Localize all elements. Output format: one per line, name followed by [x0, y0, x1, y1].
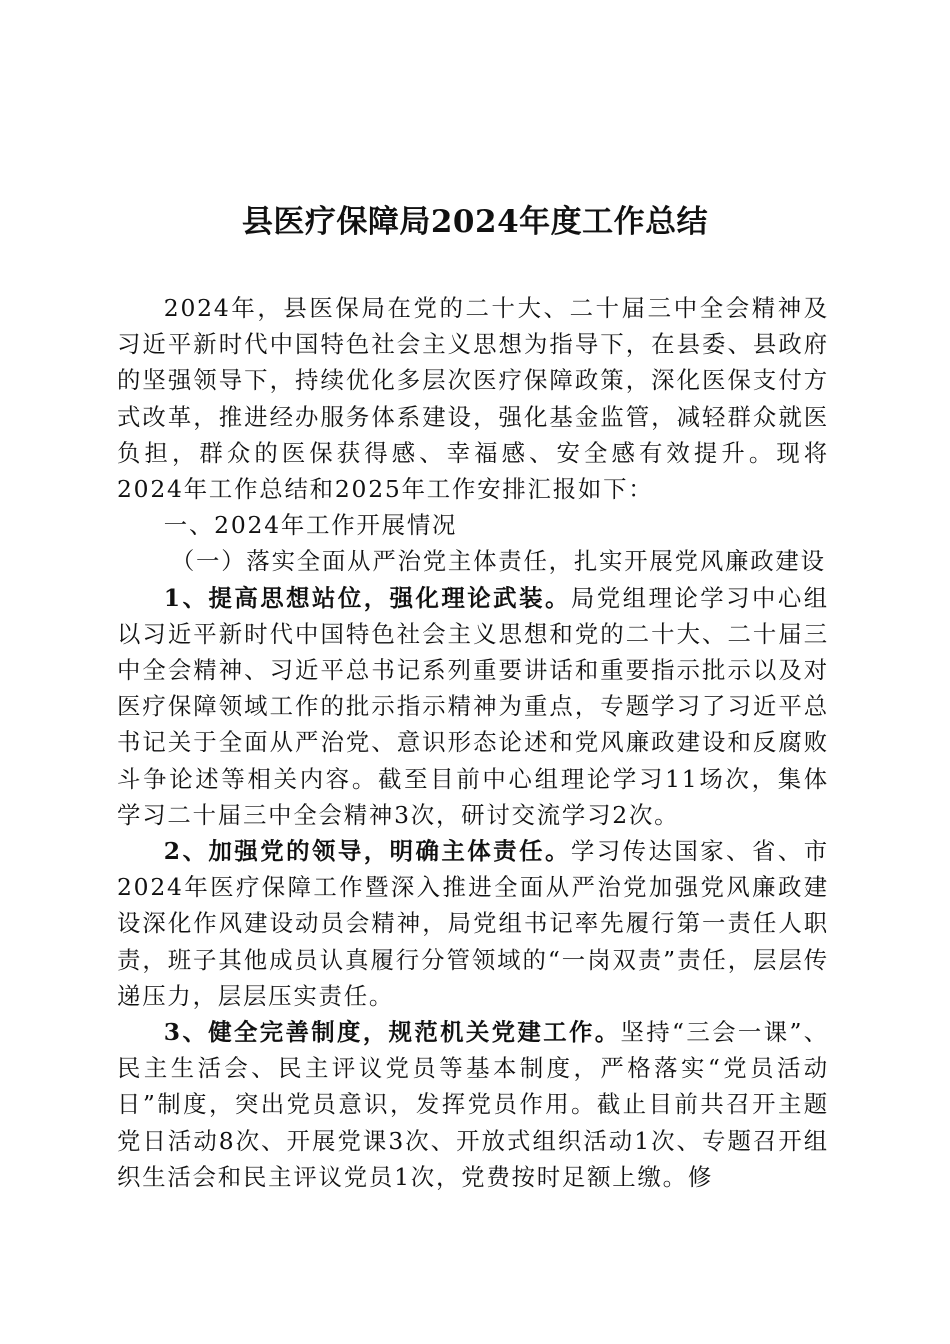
item-lead-2: 2、加强党的领导，明确主体责任。: [163, 837, 571, 866]
item-text-2: 学习传达国家、省、市2024年医疗保障工作暨深入推进全面从严治党加强党风廉政建设深化作风建设动员会精神，局党组书记率先履行第一责任人职责，班子其他成员认真履行分管领域的“一岗双责”责任，层层传递压力，层层压实责任。: [117, 837, 829, 1010]
item-text-1: 局党组理论学习中心组以习近平新时代中国特色社会主义思想和党的二十大、二十届三中全会精神、习近平总书记系列重要讲话和重要指示批示以及对医疗保障领域工作的批示指示精神为重点，专题学习了习近平总书记关于全面从严治党、意识形态论述和党风廉政建设和反腐败斗争论述等相关内容。截至目前中心组理论学习11场次，集体学习二十届三中全会精神3次，研讨交流学习2次。: [117, 583, 829, 829]
item-paragraph-1: [117, 580, 829, 833]
intro-paragraph: 2024年，县医保局在党的二十大、二十届三中全会精神及习近平新时代中国特色社会主义思想为指导下，在县委、县政府的坚强领导下，持续优化多层次医疗保障政策，深化医保支付方式改革，推进经办服务体系建设，强化基金监管，减轻群众就医负担，群众的医保获得感、幸福感、安全感有效提升。现将2024年工作总结和2025年工作安排汇报如下：: [117, 294, 829, 504]
item-lead-3: 3、健全完善制度，规范机关党建工作。: [163, 1018, 621, 1047]
item-paragraph-3: [117, 1014, 829, 1195]
document-title: 县医疗保障局2024年度工作总结: [241, 204, 709, 240]
item-lead-1: 1、提高思想站位，强化理论武装。: [163, 583, 571, 612]
item-paragraph-2: [117, 833, 829, 1014]
subsection-heading: （一）落实全面从严治党主体责任，扎实开展党风廉政建设: [170, 547, 826, 576]
document-body: [117, 290, 829, 1195]
item-text-3: 坚持“三会一课”、民主生活会、民主评议党员等基本制度，严格落实“党员活动日”制度，突出党员意识，发挥党员作用。截止目前共召开主题党日活动8次、开展党课3次、开放式组织活动1次、专题召开组织生活会和民主评议党员1次，党费按时足额上缴。修: [117, 1018, 829, 1191]
section-heading: 一、2024年工作开展情况: [163, 511, 458, 540]
